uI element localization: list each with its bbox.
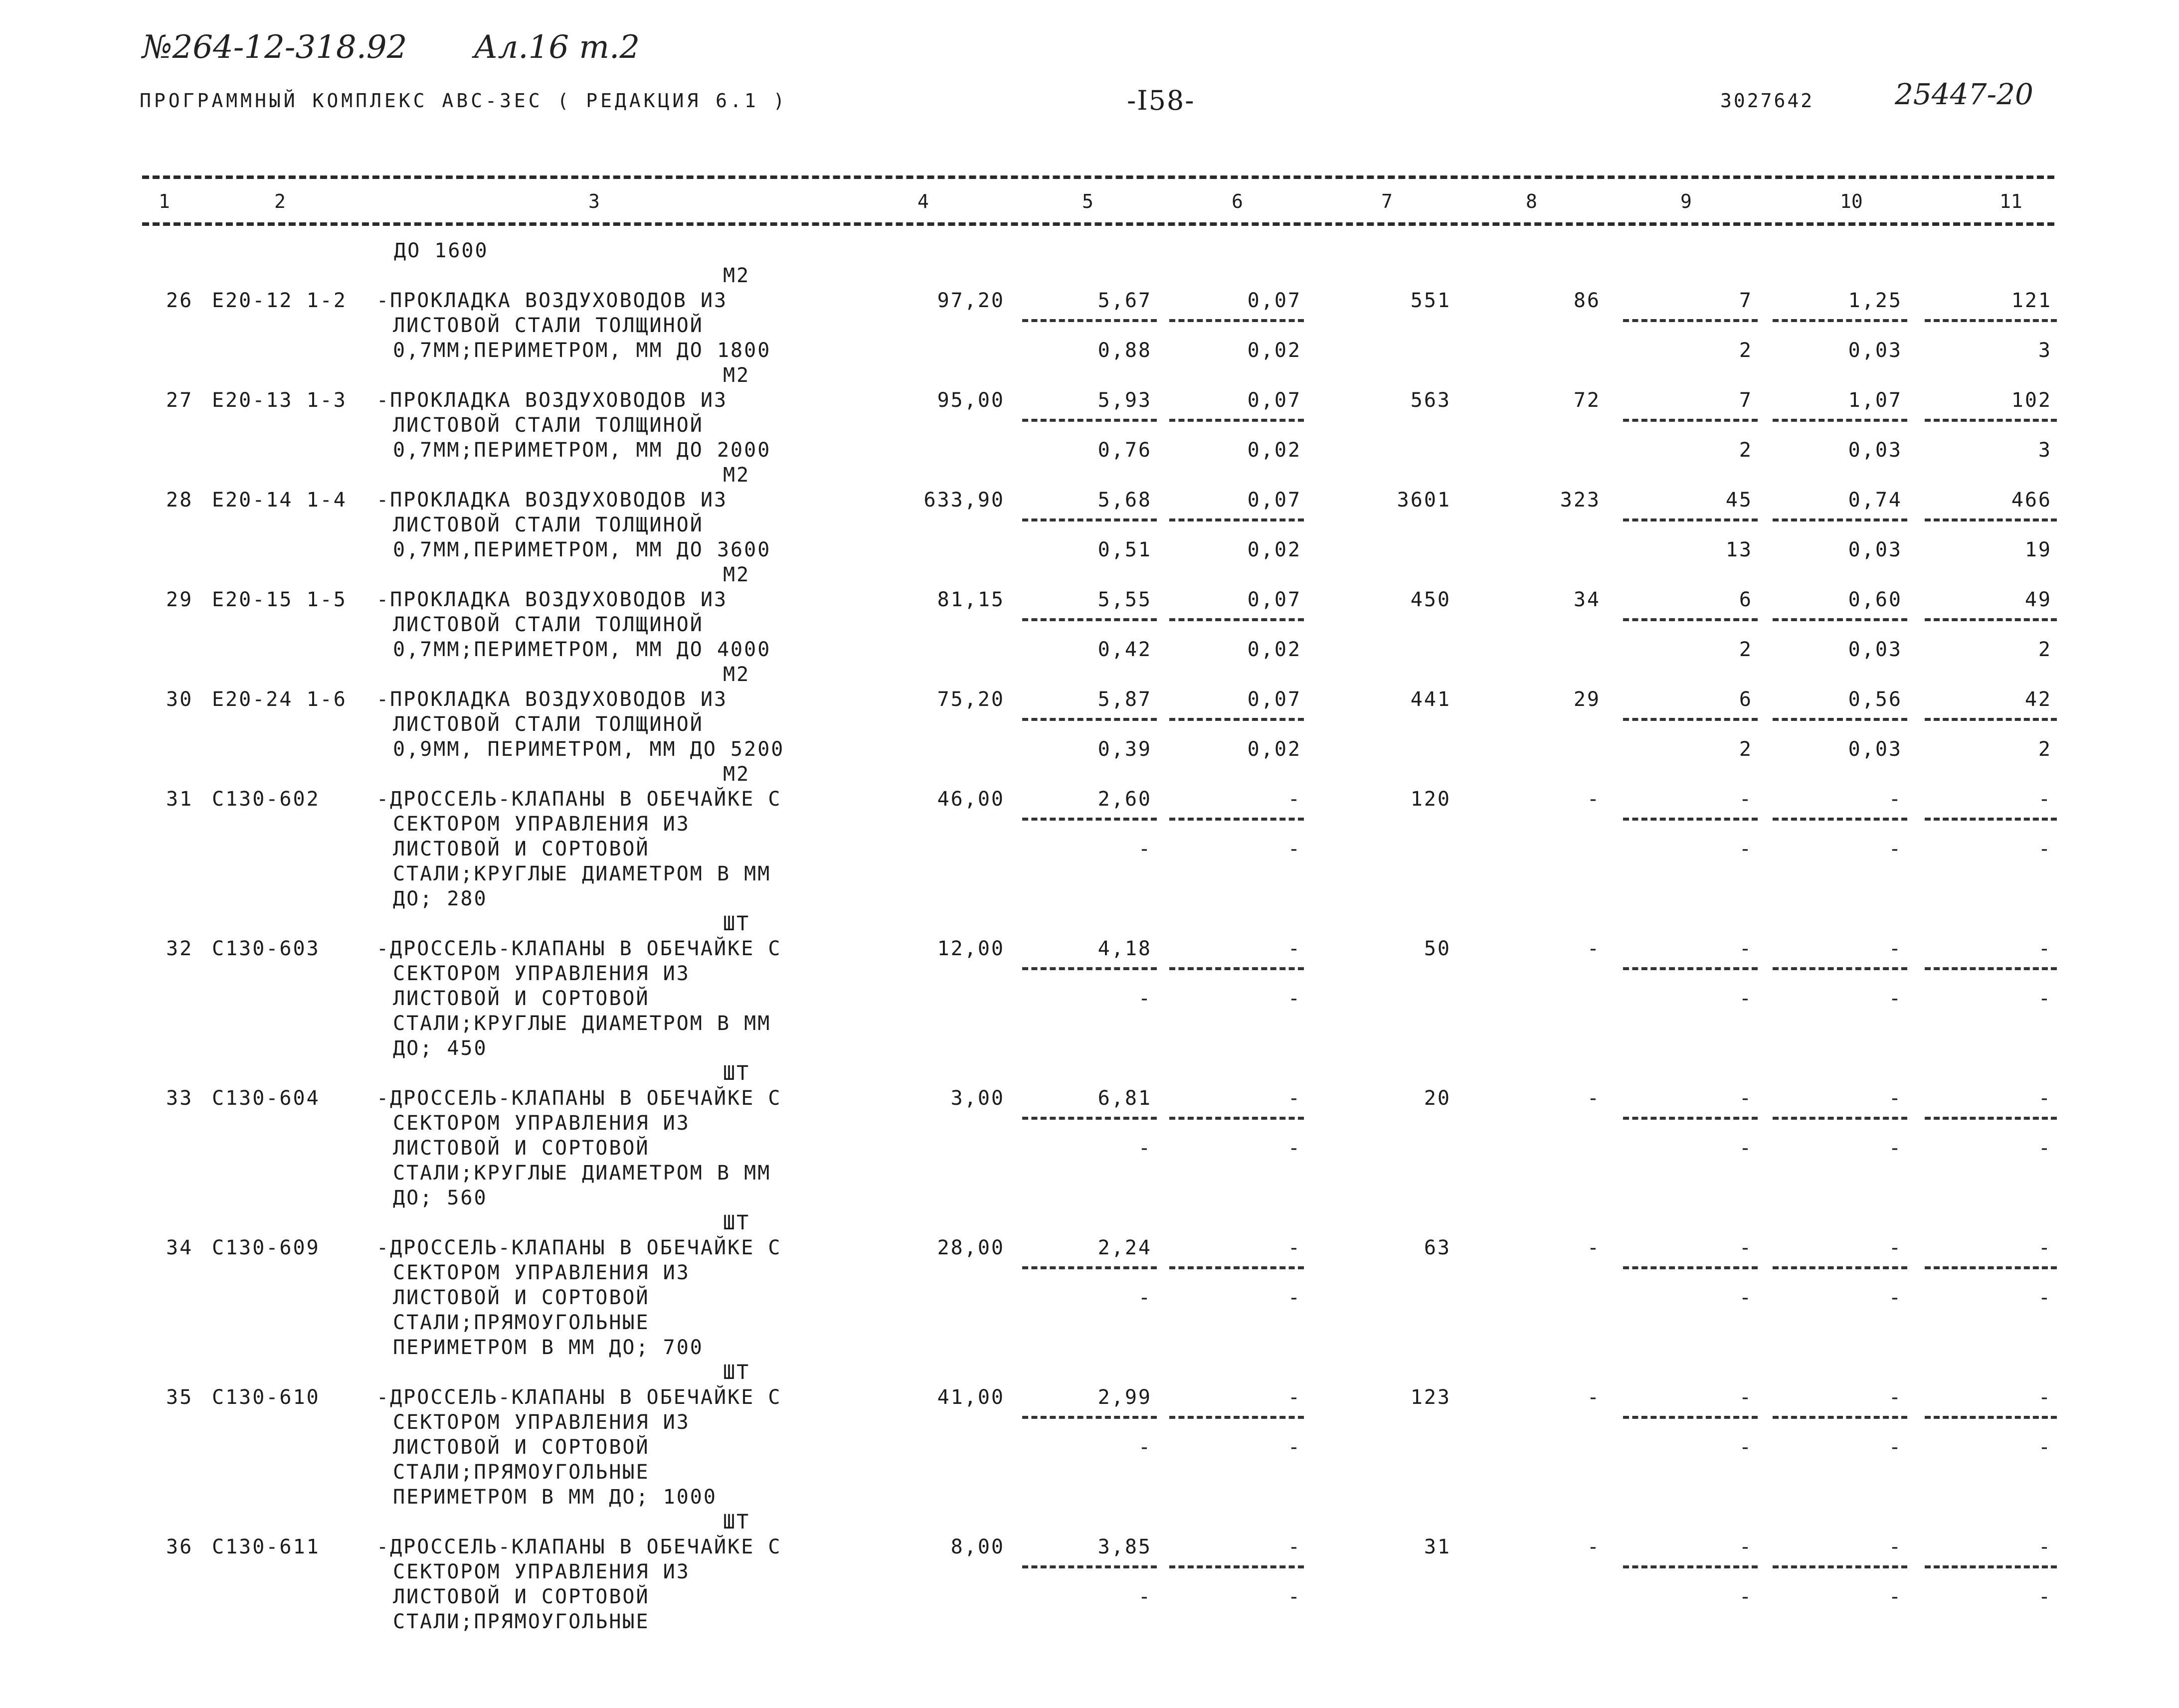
- row-code: Е20-15 1-5: [212, 588, 347, 611]
- split-line: [1022, 1117, 1157, 1120]
- cell-col7: 563: [1410, 389, 1451, 412]
- split-line: [1773, 518, 1907, 521]
- description-line: ЛИСТОВОЙ СТАЛИ ТОЛЩИНОЙ: [393, 713, 704, 736]
- cell-col5-sub: -: [1138, 1137, 1152, 1160]
- cell-col6-sub: -: [1287, 1286, 1301, 1309]
- cell-col11: -: [2038, 1536, 2052, 1558]
- row-number: 31: [166, 788, 193, 811]
- cell-col11: -: [2038, 1386, 2052, 1409]
- split-line: [1022, 419, 1157, 422]
- cell-col5: 3,85: [1097, 1536, 1152, 1558]
- cell-col11: -: [2038, 1087, 2052, 1110]
- cell-col8: -: [1587, 1386, 1601, 1409]
- cell-col6-sub: -: [1287, 1137, 1301, 1160]
- cell-col5-sub: -: [1138, 1286, 1152, 1309]
- split-line: [1169, 1266, 1304, 1269]
- description-line: ЛИСТОВОЙ И СОРТОВОЙ: [393, 987, 650, 1010]
- cell-qty: 3,00: [950, 1087, 1005, 1110]
- split-line: [1169, 1565, 1304, 1568]
- cell-col10: -: [1888, 1536, 1902, 1558]
- cell-col5: 4,18: [1097, 937, 1152, 960]
- description-line: СЕКТОРОМ УПРАВЛЕНИЯ ИЗ: [393, 1112, 690, 1135]
- cell-col7: 123: [1410, 1386, 1451, 1409]
- cell-col10: 0,56: [1848, 688, 1902, 711]
- unit-label: М2: [723, 563, 750, 586]
- split-line: [1623, 1266, 1758, 1269]
- cell-qty: 41,00: [937, 1386, 1005, 1409]
- cell-col10-sub: -: [1888, 1436, 1902, 1459]
- cell-col9: 6: [1739, 688, 1753, 711]
- description-line: ПЕРИМЕТРОМ В ММ ДО; 1000: [393, 1486, 717, 1509]
- cell-col8: 323: [1560, 489, 1601, 512]
- cell-qty: 633,90: [923, 489, 1005, 512]
- description-line: СТАЛИ;ПРЯМОУГОЛЬНЫЕ: [393, 1461, 650, 1484]
- cell-col10-sub: -: [1888, 1585, 1902, 1608]
- cell-col7: 50: [1424, 937, 1451, 960]
- cell-col10-sub: 0,03: [1848, 339, 1902, 362]
- cell-col11-sub: -: [2038, 838, 2052, 860]
- cell-col9: 7: [1739, 389, 1753, 412]
- description-line: ЛИСТОВОЙ И СОРТОВОЙ: [393, 1137, 650, 1160]
- split-line: [1623, 518, 1758, 521]
- split-line: [1169, 718, 1304, 721]
- cell-col10-sub: -: [1888, 1286, 1902, 1309]
- cell-col8: -: [1587, 937, 1601, 960]
- cell-col11-sub: -: [2038, 987, 2052, 1010]
- cell-qty: 75,20: [937, 688, 1005, 711]
- cell-col9: -: [1739, 1087, 1753, 1110]
- unit-label: М2: [723, 663, 750, 686]
- cell-col11-sub: -: [2038, 1286, 2052, 1309]
- cell-col9: 45: [1725, 489, 1753, 512]
- cell-col5: 5,87: [1097, 688, 1152, 711]
- page-number: -I58-: [1127, 85, 1195, 116]
- description-line: ЛИСТОВОЙ СТАЛИ ТОЛЩИНОЙ: [393, 414, 704, 437]
- cell-col6: -: [1287, 1536, 1301, 1558]
- cell-col10: -: [1888, 1386, 1902, 1409]
- description-line: СТАЛИ;КРУГЛЫЕ ДИАМЕТРОМ В ММ: [393, 1012, 771, 1035]
- unit-label: ШТ: [723, 912, 750, 935]
- cell-col5-sub: 0,76: [1097, 439, 1152, 462]
- row-number: 32: [166, 937, 193, 960]
- cell-col7: 120: [1410, 788, 1451, 811]
- program-code: 3027642: [1720, 90, 1815, 112]
- description-line: -ПРОКЛАДКА ВОЗДУХОВОДОВ ИЗ: [376, 688, 728, 711]
- cell-col11: 102: [2011, 389, 2052, 412]
- cell-col6: -: [1287, 788, 1301, 811]
- cell-qty: 28,00: [937, 1236, 1005, 1259]
- split-line: [1925, 718, 2057, 721]
- split-line: [1925, 967, 2057, 970]
- cell-col6-sub: -: [1287, 838, 1301, 860]
- description-line: СЕКТОРОМ УПРАВЛЕНИЯ ИЗ: [393, 1261, 690, 1284]
- split-line: [1022, 319, 1157, 322]
- cell-col9: -: [1739, 1536, 1753, 1558]
- cell-col5-sub: 0,88: [1097, 339, 1152, 362]
- row-code: С130-604: [212, 1087, 320, 1110]
- cell-col8: -: [1587, 1236, 1601, 1259]
- cell-col10-sub: -: [1888, 1137, 1902, 1160]
- description-line: ДО; 560: [393, 1187, 488, 1209]
- cell-col8: 34: [1573, 588, 1601, 611]
- cell-col6-sub: -: [1287, 1436, 1301, 1459]
- description-line: -ПРОКЛАДКА ВОЗДУХОВОДОВ ИЗ: [376, 588, 728, 611]
- cell-col5-sub: -: [1138, 987, 1152, 1010]
- split-line: [1773, 319, 1907, 322]
- cell-col6-sub: -: [1287, 987, 1301, 1010]
- cell-col10: 1,25: [1848, 289, 1902, 312]
- cell-col10: 0,74: [1848, 489, 1902, 512]
- split-line: [1773, 967, 1907, 970]
- split-line: [1925, 1416, 2057, 1419]
- split-line: [1022, 718, 1157, 721]
- cell-col6-sub: -: [1287, 1585, 1301, 1608]
- split-line: [1773, 419, 1907, 422]
- cell-col9-sub: -: [1739, 1436, 1753, 1459]
- split-line: [1623, 1117, 1758, 1120]
- description-line: -ДРОССЕЛЬ-КЛАПАНЫ В ОБЕЧАЙКЕ С: [376, 788, 782, 811]
- description-line: -ДРОССЕЛЬ-КЛАПАНЫ В ОБЕЧАЙКЕ С: [376, 1536, 782, 1558]
- cell-col8: -: [1587, 788, 1601, 811]
- split-line: [1022, 1565, 1157, 1568]
- description-line: -ПРОКЛАДКА ВОЗДУХОВОДОВ ИЗ: [376, 289, 728, 312]
- cell-col6-sub: 0,02: [1247, 339, 1301, 362]
- cell-col9-sub: 2: [1739, 638, 1753, 661]
- description-line: 0,7ММ;ПЕРИМЕТРОМ, ММ ДО 1800: [393, 339, 771, 362]
- cell-col9-sub: 2: [1739, 439, 1753, 462]
- description-line: 0,7ММ,ПЕРИМЕТРОМ, ММ ДО 3600: [393, 538, 771, 561]
- description-line: ЛИСТОВОЙ СТАЛИ ТОЛЩИНОЙ: [393, 613, 704, 636]
- row-number: 28: [166, 489, 193, 512]
- cell-qty: 12,00: [937, 937, 1005, 960]
- cell-col6: 0,07: [1247, 389, 1301, 412]
- split-line: [1169, 818, 1304, 821]
- cell-col10-sub: 0,03: [1848, 738, 1902, 761]
- cell-col5-sub: 0,42: [1097, 638, 1152, 661]
- row-code: Е20-12 1-2: [212, 289, 347, 312]
- cell-col10: -: [1888, 1087, 1902, 1110]
- split-line: [1773, 1117, 1907, 1120]
- cell-col5: 5,68: [1097, 489, 1152, 512]
- description-line: СЕКТОРОМ УПРАВЛЕНИЯ ИЗ: [393, 813, 690, 836]
- cell-col11: -: [2038, 1236, 2052, 1259]
- row-number: 26: [166, 289, 193, 312]
- description-line: ЛИСТОВОЙ И СОРТОВОЙ: [393, 1436, 650, 1459]
- cell-col10: 1,07: [1848, 389, 1902, 412]
- cell-col8: -: [1587, 1536, 1601, 1558]
- description-line: ЛИСТОВОЙ И СОРТОВОЙ: [393, 838, 650, 860]
- row-number: 33: [166, 1087, 193, 1110]
- row-code: С130-611: [212, 1536, 320, 1558]
- cell-col9-sub: -: [1739, 1585, 1753, 1608]
- cell-col8: 29: [1573, 688, 1601, 711]
- column-number: 5: [1082, 190, 1093, 212]
- cell-col10-sub: 0,03: [1848, 439, 1902, 462]
- column-number: 3: [588, 190, 600, 212]
- cell-col9: 6: [1739, 588, 1753, 611]
- split-line: [1169, 1416, 1304, 1419]
- description-line: СЕКТОРОМ УПРАВЛЕНИЯ ИЗ: [393, 962, 690, 985]
- cell-col5: 2,24: [1097, 1236, 1152, 1259]
- row-number: 35: [166, 1386, 193, 1409]
- description-line: СТАЛИ;ПРЯМОУГОЛЬНЫЕ: [393, 1610, 650, 1633]
- unit-label: ШТ: [723, 1062, 750, 1085]
- split-line: [1623, 1416, 1758, 1419]
- unit-label: М2: [723, 264, 750, 287]
- description-line: СТАЛИ;КРУГЛЫЕ ДИАМЕТРОМ В ММ: [393, 1162, 771, 1185]
- cell-col7: 31: [1424, 1536, 1451, 1558]
- cell-col6: 0,07: [1247, 489, 1301, 512]
- table-header-rule: [142, 222, 2054, 226]
- cell-col7: 450: [1410, 588, 1451, 611]
- description-line: 0,9ММ, ПЕРИМЕТРОМ, ММ ДО 5200: [393, 738, 785, 761]
- cell-col5: 5,93: [1097, 389, 1152, 412]
- split-line: [1169, 618, 1304, 621]
- cell-col6: 0,07: [1247, 688, 1301, 711]
- handwritten-doc-number: 25447-20: [1895, 77, 2033, 111]
- cell-col6: -: [1287, 1236, 1301, 1259]
- split-line: [1773, 1565, 1907, 1568]
- unit-label: М2: [723, 464, 750, 487]
- split-line: [1925, 518, 2057, 521]
- row-number: 29: [166, 588, 193, 611]
- unit-label: ШТ: [723, 1511, 750, 1534]
- split-line: [1773, 1416, 1907, 1419]
- cell-col10-sub: 0,03: [1848, 638, 1902, 661]
- row-code: Е20-24 1-6: [212, 688, 347, 711]
- table-top-rule: [142, 175, 2054, 179]
- description-line: 0,7ММ;ПЕРИМЕТРОМ, ММ ДО 4000: [393, 638, 771, 661]
- split-line: [1623, 319, 1758, 322]
- cell-col5-sub: -: [1138, 1585, 1152, 1608]
- description-line: -ДРОССЕЛЬ-КЛАПАНЫ В ОБЕЧАЙКЕ С: [376, 1386, 782, 1409]
- split-line: [1169, 518, 1304, 521]
- split-line: [1773, 618, 1907, 621]
- row-code: С130-603: [212, 937, 320, 960]
- split-line: [1773, 818, 1907, 821]
- cell-col6: 0,07: [1247, 588, 1301, 611]
- cell-col11: -: [2038, 937, 2052, 960]
- split-line: [1022, 967, 1157, 970]
- cell-col7: 63: [1424, 1236, 1451, 1259]
- row-number: 30: [166, 688, 193, 711]
- cell-col11-sub: 2: [2038, 738, 2052, 761]
- row-code: С130-610: [212, 1386, 320, 1409]
- cell-col9: 7: [1739, 289, 1753, 312]
- split-line: [1925, 1117, 2057, 1120]
- cell-col6: -: [1287, 1386, 1301, 1409]
- split-line: [1169, 419, 1304, 422]
- split-line: [1022, 818, 1157, 821]
- unit-label: ШТ: [723, 1361, 750, 1384]
- cell-col11-sub: 3: [2038, 439, 2052, 462]
- cell-col6-sub: 0,02: [1247, 538, 1301, 561]
- cell-col9-sub: -: [1739, 987, 1753, 1010]
- cell-col9-sub: 13: [1725, 538, 1753, 561]
- split-line: [1623, 818, 1758, 821]
- unit-label: М2: [723, 364, 750, 387]
- cell-col11-sub: -: [2038, 1585, 2052, 1608]
- cell-col9: -: [1739, 788, 1753, 811]
- handwritten-sheet-ref: Ал.16 т.2: [474, 29, 640, 66]
- split-line: [1623, 419, 1758, 422]
- cell-col9: -: [1739, 1236, 1753, 1259]
- cell-qty: 95,00: [937, 389, 1005, 412]
- cell-col9-sub: -: [1739, 1286, 1753, 1309]
- cell-col10: -: [1888, 937, 1902, 960]
- unit-label: ШТ: [723, 1211, 750, 1234]
- cell-col11-sub: 3: [2038, 339, 2052, 362]
- cell-col10: -: [1888, 788, 1902, 811]
- description-line: ЛИСТОВОЙ СТАЛИ ТОЛЩИНОЙ: [393, 314, 704, 337]
- split-line: [1022, 518, 1157, 521]
- split-line: [1925, 818, 2057, 821]
- split-line: [1623, 967, 1758, 970]
- cell-col6-sub: 0,02: [1247, 738, 1301, 761]
- cell-col11: 466: [2011, 489, 2052, 512]
- cell-col5-sub: -: [1138, 838, 1152, 860]
- cell-col11: 42: [2024, 688, 2052, 711]
- cell-qty: 81,15: [937, 588, 1005, 611]
- description-line: СТАЛИ;КРУГЛЫЕ ДИАМЕТРОМ В ММ: [393, 862, 771, 885]
- column-number: 8: [1526, 190, 1537, 212]
- cell-col9-sub: -: [1739, 1137, 1753, 1160]
- cell-col7: 20: [1424, 1087, 1451, 1110]
- cell-col10: -: [1888, 1236, 1902, 1259]
- description-line: СЕКТОРОМ УПРАВЛЕНИЯ ИЗ: [393, 1560, 690, 1583]
- cell-col10-sub: 0,03: [1848, 538, 1902, 561]
- cell-col6: -: [1287, 937, 1301, 960]
- description-line: ДО; 450: [393, 1037, 488, 1060]
- handwritten-doc-code: №264-12-318.92: [142, 29, 407, 66]
- cell-col11: -: [2038, 788, 2052, 811]
- split-line: [1773, 1266, 1907, 1269]
- lead-text: ДО 1600: [394, 239, 489, 262]
- cell-col7: 441: [1410, 688, 1451, 711]
- cell-col9: -: [1739, 937, 1753, 960]
- cell-col11-sub: 19: [2024, 538, 2052, 561]
- cell-col5-sub: 0,51: [1097, 538, 1152, 561]
- column-number: 9: [1680, 190, 1692, 212]
- cell-col8: 86: [1573, 289, 1601, 312]
- cell-col6-sub: 0,02: [1247, 638, 1301, 661]
- split-line: [1925, 1266, 2057, 1269]
- unit-label: М2: [723, 763, 750, 786]
- cell-col5: 5,55: [1097, 588, 1152, 611]
- cell-col11: 121: [2011, 289, 2052, 312]
- description-line: ЛИСТОВОЙ И СОРТОВОЙ: [393, 1286, 650, 1309]
- column-number: 2: [274, 190, 286, 212]
- cell-col6-sub: 0,02: [1247, 439, 1301, 462]
- description-line: ДО; 280: [393, 887, 488, 910]
- split-line: [1169, 319, 1304, 322]
- cell-col5: 2,60: [1097, 788, 1152, 811]
- description-line: 0,7ММ;ПЕРИМЕТРОМ, ММ ДО 2000: [393, 439, 771, 462]
- description-line: -ПРОКЛАДКА ВОЗДУХОВОДОВ ИЗ: [376, 389, 728, 412]
- cell-col11-sub: -: [2038, 1436, 2052, 1459]
- cell-col8: 72: [1573, 389, 1601, 412]
- cell-col11: 49: [2024, 588, 2052, 611]
- cell-col5: 5,67: [1097, 289, 1152, 312]
- cell-col10: 0,60: [1848, 588, 1902, 611]
- cell-col5-sub: 0,39: [1097, 738, 1152, 761]
- cell-col5: 6,81: [1097, 1087, 1152, 1110]
- column-number: 11: [1999, 190, 2022, 212]
- cell-col5: 2,99: [1097, 1386, 1152, 1409]
- description-line: СЕКТОРОМ УПРАВЛЕНИЯ ИЗ: [393, 1411, 690, 1434]
- cell-col10-sub: -: [1888, 838, 1902, 860]
- split-line: [1925, 1565, 2057, 1568]
- program-header: ПРОГРАММНЫЙ КОМПЛЕКС АВС-ЗЕС ( РЕДАКЦИЯ 6.1 ): [140, 90, 788, 112]
- split-line: [1925, 319, 2057, 322]
- split-line: [1623, 618, 1758, 621]
- cell-qty: 46,00: [937, 788, 1005, 811]
- cell-col9: -: [1739, 1386, 1753, 1409]
- description-line: ПЕРИМЕТРОМ В ММ ДО; 700: [393, 1336, 704, 1359]
- cell-col9-sub: 2: [1739, 339, 1753, 362]
- row-number: 36: [166, 1536, 193, 1558]
- split-line: [1925, 618, 2057, 621]
- column-number: 7: [1381, 190, 1393, 212]
- description-line: ЛИСТОВОЙ СТАЛИ ТОЛЩИНОЙ: [393, 513, 704, 536]
- split-line: [1169, 1117, 1304, 1120]
- row-number: 34: [166, 1236, 193, 1259]
- column-number: 1: [159, 190, 170, 212]
- cell-col9-sub: -: [1739, 838, 1753, 860]
- split-line: [1022, 618, 1157, 621]
- description-line: ЛИСТОВОЙ И СОРТОВОЙ: [393, 1585, 650, 1608]
- split-line: [1623, 1565, 1758, 1568]
- split-line: [1169, 967, 1304, 970]
- column-number: 4: [917, 190, 929, 212]
- description-line: -ДРОССЕЛЬ-КЛАПАНЫ В ОБЕЧАЙКЕ С: [376, 1236, 782, 1259]
- row-number: 27: [166, 389, 193, 412]
- description-line: -ПРОКЛАДКА ВОЗДУХОВОДОВ ИЗ: [376, 489, 728, 512]
- cell-col7: 551: [1410, 289, 1451, 312]
- split-line: [1773, 718, 1907, 721]
- column-number: 10: [1840, 190, 1863, 212]
- split-line: [1925, 419, 2057, 422]
- cell-col6: 0,07: [1247, 289, 1301, 312]
- row-code: Е20-14 1-4: [212, 489, 347, 512]
- description-line: -ДРОССЕЛЬ-КЛАПАНЫ В ОБЕЧАЙКЕ С: [376, 1087, 782, 1110]
- cell-col5-sub: -: [1138, 1436, 1152, 1459]
- cell-col9-sub: 2: [1739, 738, 1753, 761]
- column-number: 6: [1232, 190, 1243, 212]
- cell-col7: 3601: [1397, 489, 1451, 512]
- cell-col11-sub: -: [2038, 1137, 2052, 1160]
- cell-col10-sub: -: [1888, 987, 1902, 1010]
- split-line: [1022, 1416, 1157, 1419]
- cell-qty: 97,20: [937, 289, 1005, 312]
- cell-col6: -: [1287, 1087, 1301, 1110]
- row-code: С130-602: [212, 788, 320, 811]
- row-code: С130-609: [212, 1236, 320, 1259]
- description-line: -ДРОССЕЛЬ-КЛАПАНЫ В ОБЕЧАЙКЕ С: [376, 937, 782, 960]
- cell-qty: 8,00: [950, 1536, 1005, 1558]
- split-line: [1623, 718, 1758, 721]
- cell-col11-sub: 2: [2038, 638, 2052, 661]
- cell-col8: -: [1587, 1087, 1601, 1110]
- split-line: [1022, 1266, 1157, 1269]
- row-code: Е20-13 1-3: [212, 389, 347, 412]
- description-line: СТАЛИ;ПРЯМОУГОЛЬНЫЕ: [393, 1311, 650, 1334]
